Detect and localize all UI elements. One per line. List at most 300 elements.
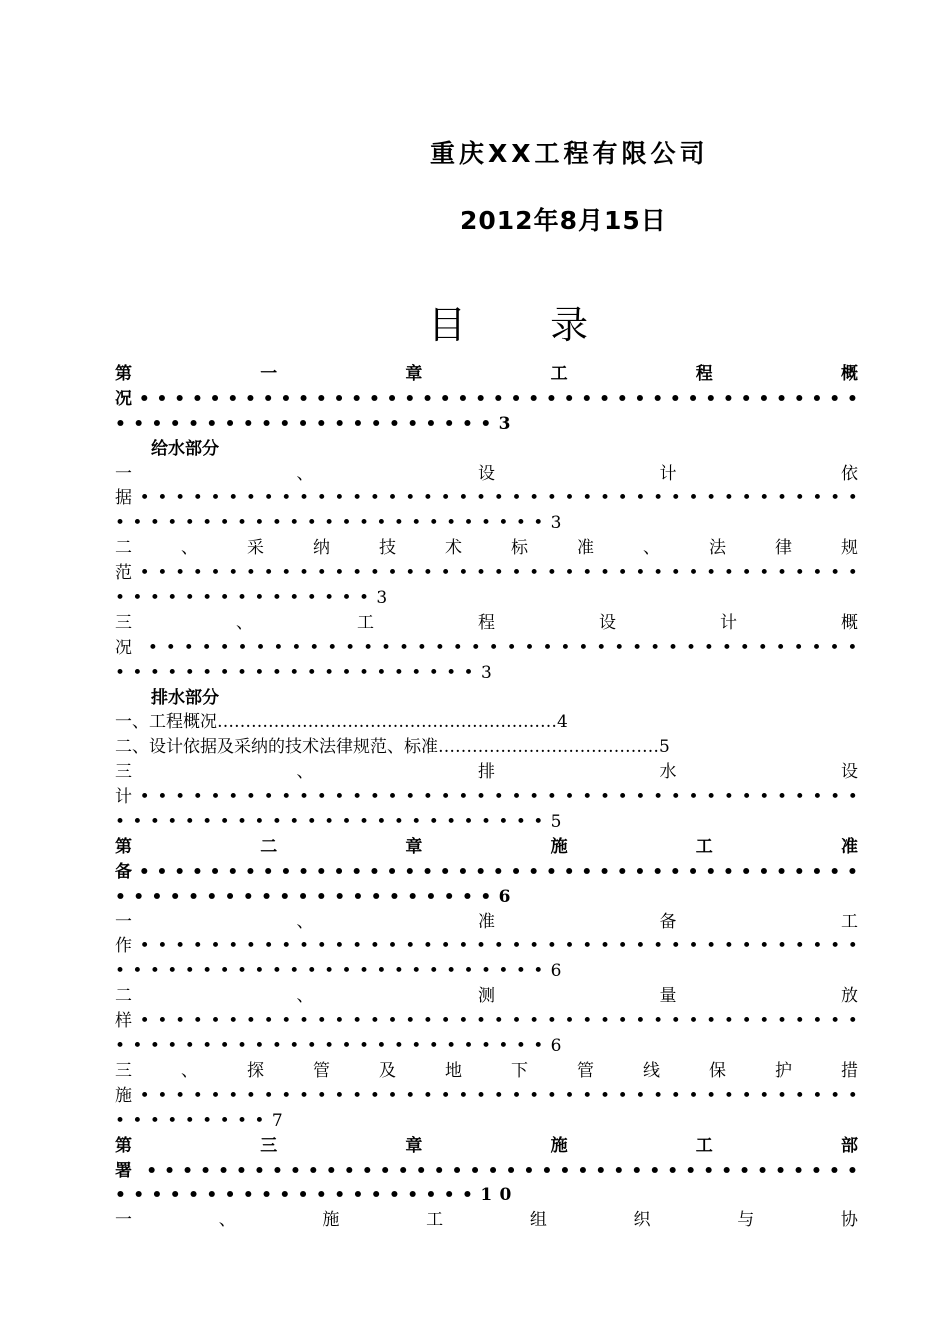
toc-char: 第	[115, 836, 132, 857]
toc-section-heading: 给水部分	[151, 438, 219, 459]
toc-leader-char: •	[794, 1085, 805, 1106]
toc-leader-char: •	[210, 1011, 221, 1032]
toc-leader-char: •	[582, 787, 593, 808]
toc-leader-char: •	[669, 861, 681, 882]
toc-leader-char: •	[599, 936, 610, 957]
toc-leader-char: •	[812, 1085, 823, 1106]
toc-leader-char: •	[493, 563, 504, 584]
toc-leader-char: •	[616, 861, 628, 882]
toc-char: 三	[260, 1135, 278, 1156]
toc-leader-char: •	[670, 563, 681, 584]
toc-leader-char: •	[706, 1011, 717, 1032]
toc-char: 第	[115, 364, 132, 384]
toc-char: 管	[313, 1060, 330, 1081]
toc-leader-char: •	[405, 936, 416, 957]
toc-leader-char: •	[363, 637, 374, 658]
toc-char: 第	[115, 1135, 132, 1156]
toc-leader-char: •	[511, 1011, 522, 1032]
toc-char: 二	[115, 538, 132, 559]
toc-leader-char: •	[542, 637, 553, 658]
toc-leader-char: •	[564, 563, 575, 584]
toc-leader-char: •	[192, 936, 203, 957]
toc-leader-char: •	[175, 936, 186, 957]
toc-char: 工	[426, 1210, 444, 1231]
toc-leader-char: •	[368, 861, 380, 882]
toc-leader-char: •	[617, 563, 628, 584]
toc-leader-char: 署	[115, 1160, 132, 1181]
toc-char: 施	[322, 1210, 340, 1231]
toc-leader-char: •	[759, 936, 770, 957]
toc-leader-char: •	[200, 1160, 211, 1181]
toc-leader-char: •	[688, 488, 699, 509]
toc-leader-char: •	[688, 1011, 699, 1032]
toc-leader-char: •	[812, 787, 823, 808]
toc-leader-char: •	[723, 388, 734, 409]
toc-leader-char: •	[793, 1160, 804, 1181]
toc-leader-char: 备	[115, 861, 132, 882]
toc-line: 二、设计依据及采纳的技术法律规范、标准…………………………………5	[115, 737, 670, 758]
toc-leader-char: •	[582, 1011, 593, 1032]
toc-char: 、	[643, 538, 660, 559]
toc-leader-char: •	[703, 637, 714, 658]
toc-leader-char: •	[476, 787, 487, 808]
toc-leader-char: •	[227, 388, 239, 409]
toc-leader-char: •	[577, 1160, 589, 1181]
toc-char: 准	[840, 836, 858, 857]
toc-leader-char: •	[758, 388, 770, 409]
toc-leader-char: •	[670, 936, 681, 957]
toc-leader-char: •	[510, 388, 522, 409]
toc-char: 一	[115, 911, 132, 932]
toc-leader-char: •	[723, 563, 734, 584]
toc-leader-char: •	[739, 637, 750, 658]
toc-leader-char: •	[219, 637, 230, 658]
toc-leader-char: •	[529, 488, 540, 509]
toc-leader-char: •	[281, 787, 292, 808]
toc-leader-char: •	[192, 1085, 203, 1106]
toc-leader-char: •	[175, 1011, 186, 1032]
toc-leader-char: •	[846, 388, 858, 409]
toc-leader-char: •	[759, 563, 770, 584]
toc-leader-char: •	[811, 1160, 822, 1181]
toc-leader-char: •	[422, 861, 433, 882]
toc-char: 纳	[313, 538, 330, 559]
toc-title: 目 录	[428, 303, 625, 347]
document-date: 2012年8月15日	[460, 206, 667, 235]
toc-leader-char: •	[775, 637, 786, 658]
toc-char: 律	[775, 538, 792, 559]
toc-char: 排	[478, 762, 495, 783]
toc-leader-char: •	[776, 787, 788, 808]
toc-leader-char: •	[793, 637, 804, 658]
toc-leader-char: •	[599, 1011, 610, 1032]
toc-leader-char: •	[157, 563, 168, 584]
toc-leader-char: •	[617, 936, 628, 957]
toc-leader-char: •	[758, 861, 770, 882]
toc-leader-char: •	[281, 1085, 292, 1106]
toc-char: 一	[115, 463, 132, 484]
toc-leader-char: •	[634, 388, 646, 409]
toc-leader-char: •	[210, 936, 221, 957]
toc-leader-char: •	[458, 1011, 469, 1032]
toc-leader-char: •	[440, 936, 451, 957]
toc-leader-char: •	[352, 787, 363, 808]
toc-leader-char: •	[201, 637, 212, 658]
toc-leader-char: •	[775, 1160, 786, 1181]
toc-leader-char: •	[830, 488, 841, 509]
toc-line	[115, 860, 858, 885]
toc-leader-char: •	[616, 388, 628, 409]
toc-leader-char: •	[192, 787, 203, 808]
toc-leader-char: •	[511, 1085, 522, 1106]
toc-leader-char: •	[635, 787, 646, 808]
toc-leader-char: •	[281, 563, 292, 584]
toc-leader-char: •	[210, 488, 221, 509]
toc-char: 下	[511, 1060, 528, 1081]
toc-leader-char: 样	[115, 1011, 132, 1032]
toc-leader-char: •	[776, 936, 788, 957]
toc-leader-char: •	[422, 488, 433, 509]
toc-leader-char: •	[830, 1011, 841, 1032]
toc-leader-char: •	[422, 1011, 433, 1032]
toc-leader-char: •	[653, 488, 664, 509]
toc-leader-char: •	[334, 1011, 345, 1032]
toc-leader-char: •	[741, 488, 752, 509]
toc-leader-char: 范	[115, 563, 132, 584]
toc-char: 设	[841, 762, 858, 783]
toc-leader-char: •	[157, 488, 168, 509]
table-of-contents	[115, 362, 858, 1233]
toc-leader-char: •	[776, 488, 788, 509]
toc-leader-char: •	[379, 1160, 391, 1181]
toc-leader-char: •	[776, 861, 788, 882]
toc-leader-char: •	[157, 1085, 168, 1106]
toc-line	[115, 387, 858, 412]
toc-leader-char: •	[361, 1160, 373, 1181]
toc-leader-char: •	[705, 861, 717, 882]
toc-char: 三	[115, 762, 132, 783]
toc-leader-char: •	[653, 1011, 664, 1032]
toc-leader-char: •	[439, 388, 451, 409]
toc-line: •••••••••••••••••••••••••5	[115, 812, 569, 833]
toc-leader-char: •	[510, 861, 522, 882]
toc-leader-char: •	[458, 1085, 469, 1106]
toc-leader-char: •	[599, 488, 610, 509]
toc-leader-char: •	[291, 637, 302, 658]
toc-leader-char: •	[458, 488, 469, 509]
toc-leader-char: •	[422, 563, 433, 584]
toc-char: 地	[445, 1060, 462, 1081]
toc-leader-char: •	[405, 1085, 416, 1106]
toc-leader-char: •	[245, 861, 256, 882]
toc-leader-char: •	[228, 1011, 239, 1032]
toc-char: 依	[841, 463, 858, 484]
toc-leader-char: •	[595, 1160, 607, 1181]
toc-leader-char: •	[599, 787, 610, 808]
toc-line	[115, 1159, 858, 1184]
toc-leader-char: •	[325, 1160, 337, 1181]
toc-char: 准	[577, 538, 594, 559]
toc-leader-char: •	[529, 787, 540, 808]
toc-line	[115, 835, 858, 860]
toc-line	[115, 611, 858, 636]
toc-leader-char: •	[475, 388, 487, 409]
toc-leader-char: •	[723, 1011, 734, 1032]
toc-leader-char: •	[440, 1011, 451, 1032]
toc-line: •••••••••••••••••••••3	[115, 413, 518, 434]
toc-leader-char: •	[741, 936, 752, 957]
toc-leader-char: •	[470, 637, 481, 658]
toc-leader-char: •	[397, 1160, 409, 1181]
toc-leader-char: •	[794, 936, 805, 957]
toc-leader-char: •	[688, 787, 699, 808]
toc-leader-char: •	[794, 787, 805, 808]
toc-leader-char: •	[175, 1085, 186, 1106]
toc-leader-char: 施	[115, 1085, 132, 1106]
toc-leader-char: •	[829, 1160, 840, 1181]
toc-line	[115, 486, 858, 511]
toc-leader-char: •	[228, 1085, 239, 1106]
toc-leader-char: •	[352, 1085, 363, 1106]
toc-line	[115, 561, 858, 586]
toc-leader-char: •	[369, 787, 380, 808]
toc-leader-char: •	[281, 488, 292, 509]
toc-char: 工	[695, 836, 713, 857]
toc-leader-char: •	[299, 563, 310, 584]
toc-leader-char: •	[635, 563, 646, 584]
toc-leader-char: •	[440, 1085, 451, 1106]
toc-char: 措	[841, 1060, 858, 1081]
toc-line	[115, 536, 858, 561]
company-name: 重庆XX工程有限公司	[430, 139, 709, 168]
toc-leader-char: •	[811, 861, 823, 882]
toc-char: 放	[841, 986, 858, 1007]
toc-char: 章	[405, 836, 423, 857]
toc-leader-char: •	[271, 1160, 283, 1181]
toc-char: 、	[296, 911, 314, 932]
toc-leader-char: •	[635, 1011, 646, 1032]
toc-leader-char: •	[299, 936, 310, 957]
toc-leader-char: •	[333, 388, 345, 409]
toc-leader-char: •	[174, 388, 186, 409]
toc-char: 程	[695, 364, 713, 384]
toc-leader-char: •	[351, 861, 363, 882]
toc-leader-char: •	[653, 563, 664, 584]
toc-leader-char: •	[381, 637, 392, 658]
toc-leader-char: •	[759, 1085, 770, 1106]
toc-leader-char: •	[546, 936, 557, 957]
toc-char: 施	[550, 836, 568, 857]
toc-leader-char: •	[369, 1011, 380, 1032]
toc-leader-char: •	[670, 1085, 681, 1106]
toc-leader-char: •	[405, 488, 416, 509]
toc-char: 探	[247, 1060, 264, 1081]
toc-leader-char: •	[617, 488, 628, 509]
toc-leader-char: •	[298, 388, 310, 409]
toc-char: 线	[643, 1060, 660, 1081]
toc-leader-char: •	[488, 637, 499, 658]
toc-leader-char: •	[723, 1085, 734, 1106]
toc-leader-char: •	[315, 861, 327, 882]
toc-leader-char: •	[529, 563, 540, 584]
toc-leader-char: •	[529, 936, 540, 957]
toc-leader-char: •	[405, 563, 416, 584]
toc-leader-char: •	[165, 637, 176, 658]
toc-leader-char: •	[721, 1160, 733, 1181]
toc-leader-char: •	[706, 936, 717, 957]
toc-leader-char: •	[741, 563, 752, 584]
toc-leader-char: •	[635, 936, 646, 957]
toc-char: 工	[550, 364, 568, 384]
toc-leader-char: •	[635, 1085, 646, 1106]
toc-leader-char: •	[705, 388, 717, 409]
toc-leader-char: •	[351, 388, 363, 409]
toc-leader-char: •	[433, 1160, 445, 1181]
toc-leader-char: •	[422, 936, 433, 957]
toc-line: •••••••••••••••••••••6	[115, 886, 518, 907]
toc-leader-char: •	[457, 861, 469, 882]
toc-leader-char: •	[564, 488, 575, 509]
toc-leader-char: •	[650, 637, 661, 658]
toc-leader-char: •	[493, 1085, 504, 1106]
toc-leader-char: •	[741, 787, 752, 808]
toc-leader-char: •	[352, 488, 363, 509]
toc-leader-char: •	[157, 1011, 168, 1032]
toc-leader-char: •	[138, 861, 150, 882]
toc-leader-char: •	[739, 1160, 751, 1181]
toc-char: 护	[775, 1060, 792, 1081]
toc-char: 技	[379, 538, 396, 559]
toc-char: 水	[659, 762, 677, 783]
toc-leader-char: •	[280, 861, 292, 882]
toc-leader-char: •	[281, 1011, 292, 1032]
toc-leader-char: •	[440, 563, 451, 584]
toc-leader-char: •	[440, 787, 451, 808]
toc-leader-char: •	[582, 563, 593, 584]
toc-leader-char: •	[386, 861, 398, 882]
toc-leader-char: •	[564, 787, 575, 808]
toc-leader-char: •	[723, 488, 734, 509]
toc-leader-char: •	[227, 861, 239, 882]
toc-leader-char: •	[316, 787, 327, 808]
toc-leader-char: •	[263, 488, 274, 509]
toc-leader-char: •	[635, 488, 646, 509]
toc-line: •••••••••7	[115, 1110, 291, 1131]
toc-char: 程	[478, 612, 495, 633]
toc-leader-char: •	[156, 861, 168, 882]
toc-leader-char: •	[476, 1011, 487, 1032]
toc-char: 三	[115, 1060, 132, 1081]
toc-leader-char: •	[492, 388, 504, 409]
toc-leader-char: •	[793, 388, 805, 409]
toc-leader-char: •	[614, 637, 625, 658]
toc-leader-char: •	[398, 637, 409, 658]
toc-section-heading: 排水部分	[151, 687, 219, 708]
toc-leader-char: •	[599, 388, 610, 409]
toc-leader-char: •	[812, 1011, 823, 1032]
toc-leader-char: •	[847, 637, 858, 658]
toc-char: 与	[737, 1210, 755, 1231]
toc-leader-char: •	[182, 1160, 193, 1181]
toc-leader-char: •	[289, 1160, 301, 1181]
toc-leader-char: •	[546, 787, 557, 808]
toc-leader-char: •	[156, 388, 168, 409]
toc-leader-char: •	[405, 1011, 416, 1032]
toc-leader-char: •	[175, 787, 186, 808]
toc-char: 、	[181, 538, 198, 559]
toc-leader-char: •	[670, 488, 681, 509]
toc-leader-char: •	[415, 1160, 427, 1181]
toc-leader-char: •	[476, 1085, 487, 1106]
toc-leader-char: •	[757, 1160, 768, 1181]
toc-char: 概	[841, 612, 858, 633]
toc-leader-char: 况	[115, 388, 132, 409]
toc-leader-char: •	[245, 936, 256, 957]
toc-char: 采	[247, 538, 264, 559]
toc-leader-char: •	[458, 936, 469, 957]
toc-leader-char: •	[847, 488, 858, 509]
toc-leader-char: •	[776, 1011, 788, 1032]
toc-leader-char: •	[811, 637, 822, 658]
toc-leader-char: •	[703, 1160, 715, 1181]
toc-char: 施	[550, 1135, 568, 1156]
toc-leader-char: •	[263, 936, 274, 957]
toc-leader-char: •	[299, 488, 310, 509]
toc-leader-char: •	[451, 1160, 463, 1181]
toc-char: 三	[115, 612, 132, 633]
toc-leader-char: •	[263, 787, 274, 808]
toc-char: 及	[379, 1060, 396, 1081]
toc-leader-char: •	[847, 936, 858, 957]
toc-leader-char: •	[422, 388, 433, 409]
toc-line: •••••••••••••••3	[115, 588, 395, 609]
toc-leader-char: •	[599, 1085, 610, 1106]
toc-leader-char: •	[511, 488, 522, 509]
toc-leader-char: •	[528, 861, 540, 882]
toc-leader-char: •	[529, 1085, 540, 1106]
toc-leader-char: •	[245, 1085, 256, 1106]
toc-leader-char: •	[741, 1085, 752, 1106]
toc-leader-char: •	[334, 488, 345, 509]
toc-leader-char: •	[546, 388, 557, 409]
toc-leader-char: •	[847, 1011, 858, 1032]
toc-line: •••••••••••••••••••••••••3	[115, 513, 569, 534]
toc-leader-char: •	[511, 787, 522, 808]
toc-leader-char: •	[316, 1011, 327, 1032]
toc-char: 、	[218, 1210, 236, 1231]
toc-leader-char: •	[263, 1085, 274, 1106]
toc-char: 章	[405, 364, 423, 384]
toc-leader-char: •	[157, 936, 168, 957]
toc-char: 、	[236, 612, 253, 633]
toc-leader-char: •	[776, 563, 788, 584]
toc-char: 章	[405, 1135, 423, 1156]
toc-leader-char: •	[723, 936, 734, 957]
toc-char: 术	[445, 538, 462, 559]
toc-leader-char: •	[706, 1085, 717, 1106]
toc-leader-char: •	[652, 861, 664, 882]
toc-char: 计	[720, 612, 737, 633]
toc-leader-char: •	[812, 936, 823, 957]
toc-leader-char: •	[546, 488, 557, 509]
toc-char: 设	[599, 612, 616, 633]
toc-leader-char: •	[563, 388, 575, 409]
toc-leader-char: •	[458, 787, 469, 808]
toc-char: 、	[181, 1060, 198, 1081]
toc-leader-char: •	[776, 1085, 788, 1106]
toc-leader-char: •	[493, 1011, 504, 1032]
toc-leader-char: •	[334, 563, 345, 584]
